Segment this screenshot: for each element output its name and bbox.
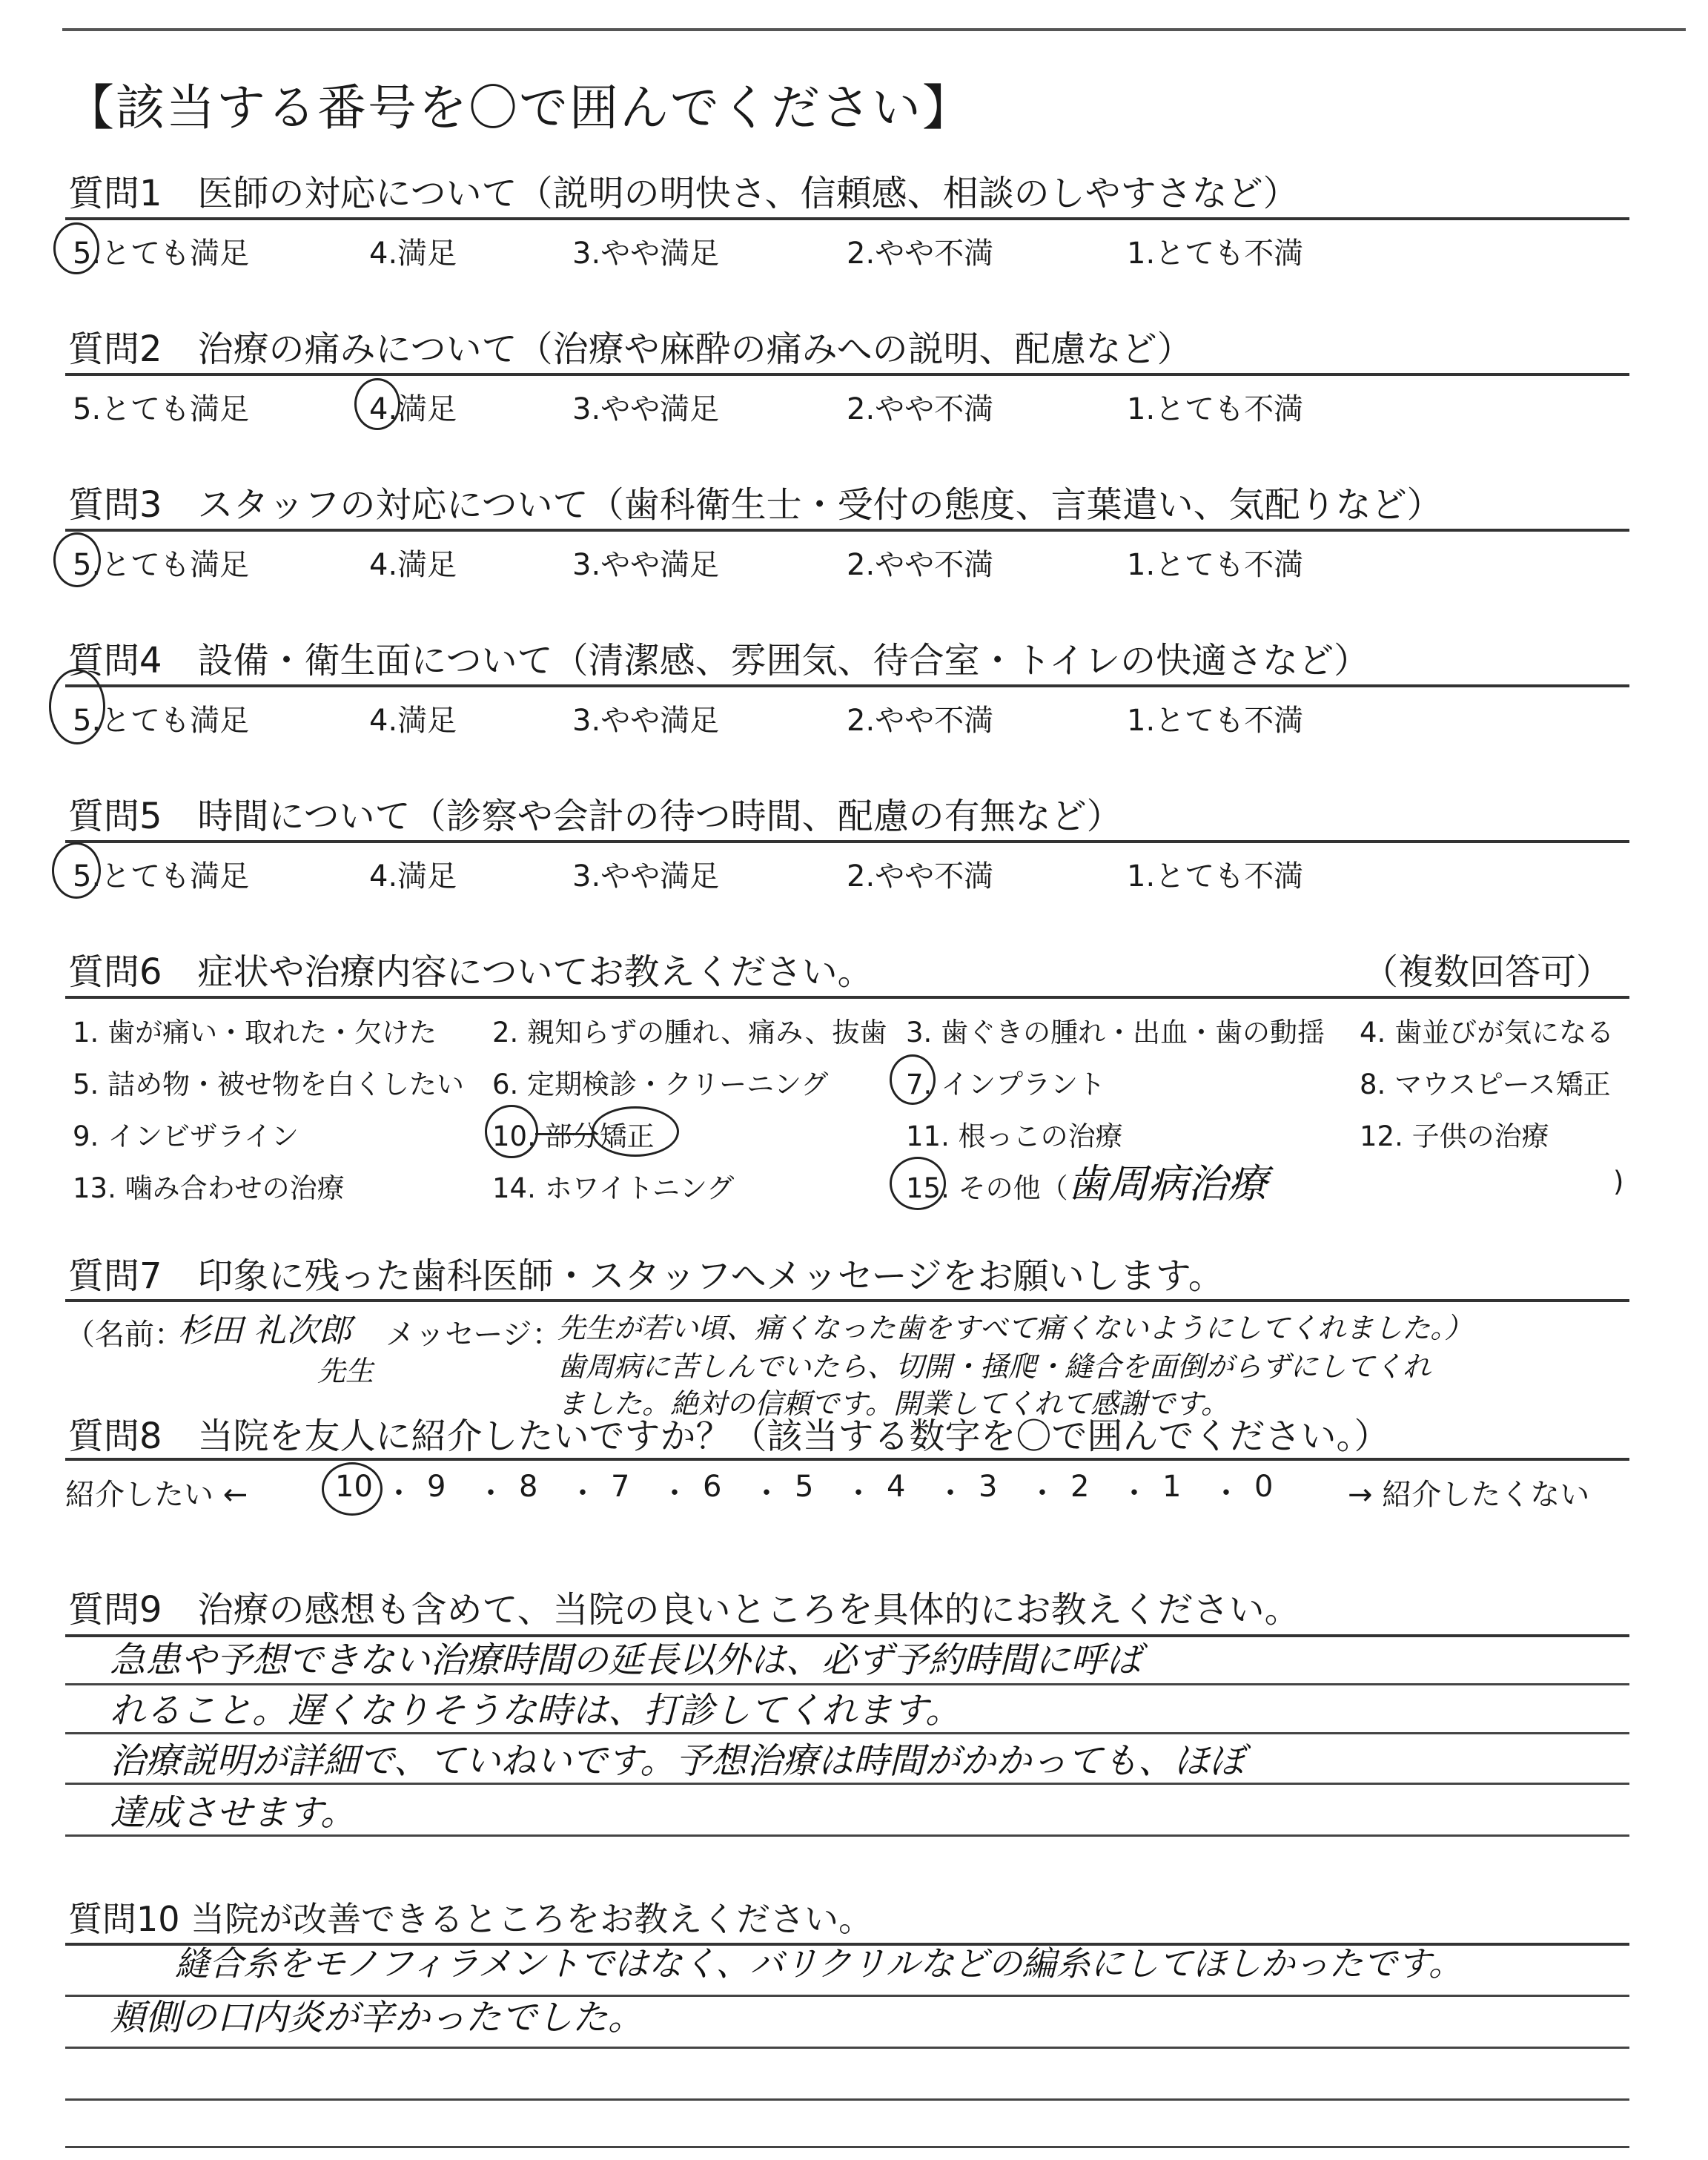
q8-scale-separator: ・ — [936, 1476, 965, 1510]
q8-scale-separator: ・ — [752, 1476, 781, 1510]
q8-scale-value-4[interactable]: 4 — [887, 1470, 906, 1504]
q5-opt-5[interactable]: 5.とても満足 — [73, 859, 250, 894]
q5-opt-4[interactable]: 4.満足 — [369, 859, 457, 894]
q9-line-3[interactable]: 治療説明が詳細で、ていねいです。予想治療は時間がかかっても、ほぼ — [110, 1740, 1245, 1782]
q8-scale-value-10[interactable]: 10 — [335, 1470, 373, 1504]
q2-opt-2[interactable]: 2.やや不満 — [847, 392, 994, 426]
q7-rule — [65, 1299, 1629, 1302]
q8-scale-separator: ・ — [1119, 1476, 1149, 1510]
q10-rule-4 — [65, 2098, 1629, 2101]
q6-item-2[interactable]: 2. 親知らずの腫れ、痛み、抜歯 — [492, 1017, 887, 1048]
q4-opt-4[interactable]: 4.満足 — [369, 704, 457, 738]
q8-scale-separator: ・ — [844, 1476, 873, 1510]
q6-other-answer[interactable]: 歯周病治療 — [1068, 1160, 1268, 1207]
q9-line-2[interactable]: れること。遅くなりそうな時は、打診してくれます。 — [110, 1690, 961, 1731]
q6-note: （複数回答可） — [1363, 951, 1612, 993]
q6-item-7[interactable]: 7. インプラント — [906, 1069, 1106, 1100]
q7-message-line-2[interactable]: 歯周病に苦しんでいたら、切開・掻爬・縫合を面倒がらずにしてくれ — [557, 1350, 1431, 1383]
q8-scale-separator: ・ — [1211, 1476, 1241, 1510]
q8-scale-value-9[interactable]: 9 — [427, 1470, 446, 1504]
q2-opt-4[interactable]: 4.満足 — [369, 392, 457, 426]
q6-item-3[interactable]: 3. 歯ぐきの腫れ・出血・歯の動揺 — [906, 1017, 1325, 1048]
q3-opt-1[interactable]: 1.とても不満 — [1127, 548, 1304, 582]
q2-title: 質問2 治療の痛みについて（治療や麻酔の痛みへの説明、配慮など） — [68, 328, 1193, 370]
q4-opt-3[interactable]: 3.やや満足 — [572, 704, 720, 738]
q6-item-10-circle — [485, 1105, 538, 1158]
q6-rule — [65, 996, 1629, 999]
q8-left-label: 紹介したい ← — [65, 1478, 248, 1512]
q5-selected-circle — [52, 842, 101, 899]
q8-scale-value-1[interactable]: 1 — [1162, 1470, 1182, 1504]
q5-rule — [65, 840, 1629, 843]
q3-opt-5[interactable]: 5.とても満足 — [73, 548, 250, 582]
q8-scale-separator: ・ — [660, 1476, 689, 1510]
q8-right-label: → 紹介したくない — [1348, 1478, 1590, 1512]
q4-title: 質問4 設備・衛生面について（清潔感、雰囲気、待合室・トイレの快適さなど） — [68, 640, 1370, 681]
q6-item-7-circle — [890, 1054, 936, 1105]
q3-opt-2[interactable]: 2.やや不満 — [847, 548, 994, 582]
q8-title: 質問8 当院を友人に紹介したいですか？（該当する数字を〇で囲んでください。） — [68, 1416, 1390, 1457]
q1-title: 質問1 医師の対応について（説明の明快さ、信頼感、相談のしやすさなど） — [68, 173, 1299, 214]
q1-selected-circle — [53, 222, 99, 274]
q8-scale-value-2[interactable]: 2 — [1070, 1470, 1090, 1504]
q3-opt-4[interactable]: 4.満足 — [369, 548, 457, 582]
q6-item-4[interactable]: 4. 歯並びが気になる — [1360, 1017, 1615, 1048]
q3-selected-circle — [53, 532, 101, 587]
q5-opt-3[interactable]: 3.やや満足 — [572, 859, 720, 894]
q6-item-12[interactable]: 12. 子供の治療 — [1360, 1120, 1549, 1152]
q10-line-1[interactable]: 縫合糸をモノフィラメントではなく、バリクリルなどの編糸にしてほしかったです。 — [175, 1943, 1463, 1984]
q9-title: 質問9 治療の感想も含めて、当院の良いところを具体的にお教えください。 — [68, 1589, 1300, 1631]
q6-other-close-paren: ) — [1613, 1166, 1624, 1198]
q6-item-9[interactable]: 9. インビザライン — [73, 1120, 299, 1152]
q6-item-15[interactable]: 15. その他（ — [906, 1172, 1068, 1204]
q6-item-10-word-circle — [592, 1106, 679, 1157]
q7-name-value[interactable]: 杉田 礼次郎 — [178, 1312, 351, 1350]
q8-scale-value-7[interactable]: 7 — [611, 1470, 630, 1504]
q6-item-10-strike — [535, 1133, 595, 1135]
q10-rule-5 — [65, 2146, 1629, 2148]
q4-opt-2[interactable]: 2.やや不満 — [847, 704, 994, 738]
q2-opt-3[interactable]: 3.やや満足 — [572, 392, 720, 426]
q10-title: 質問10 当院が改善できるところをお教えください。 — [68, 1899, 873, 1939]
q6-item-6[interactable]: 6. 定期検診・クリーニング — [492, 1069, 829, 1100]
top-border — [62, 28, 1686, 31]
q6-item-13[interactable]: 13. 噛み合わせの治療 — [73, 1172, 345, 1204]
q5-opt-2[interactable]: 2.やや不満 — [847, 859, 994, 894]
q2-opt-5[interactable]: 5.とても満足 — [73, 392, 250, 426]
q6-item-1[interactable]: 1. 歯が痛い・取れた・欠けた — [73, 1017, 437, 1048]
q8-scale-value-6[interactable]: 6 — [703, 1470, 722, 1504]
q10-line-2[interactable]: 頬側の口内炎が辛かったでした。 — [110, 1997, 644, 2038]
q6-item-14[interactable]: 14. ホワイトニング — [492, 1172, 735, 1204]
q2-selected-circle — [354, 378, 400, 430]
q8-selected-circle — [322, 1462, 383, 1516]
q8-scale-separator: ・ — [568, 1476, 598, 1510]
q1-opt-2[interactable]: 2.やや不満 — [847, 237, 994, 271]
q7-message-label: メッセージ： — [385, 1318, 562, 1352]
q7-title: 質問7 印象に残った歯科医師・スタッフへメッセージをお願いします。 — [68, 1255, 1224, 1297]
q7-name-suffix: 先生 — [317, 1355, 374, 1387]
q4-opt-1[interactable]: 1.とても不満 — [1127, 704, 1304, 738]
q1-opt-1[interactable]: 1.とても不満 — [1127, 237, 1304, 271]
q9-line-4[interactable]: 達成させます。 — [110, 1792, 357, 1834]
q8-scale-value-0[interactable]: 0 — [1254, 1470, 1274, 1504]
q8-scale-separator: ・ — [384, 1476, 414, 1510]
q7-name-label: （名前： — [65, 1318, 184, 1352]
q9-line-1[interactable]: 急患や予想できない治療時間の延長以外は、必ず予約時間に呼ば — [110, 1639, 1142, 1681]
q4-selected-circle — [49, 669, 105, 744]
q8-scale-value-3[interactable]: 3 — [979, 1470, 998, 1504]
q1-rule — [65, 217, 1629, 220]
q8-scale-separator: ・ — [476, 1476, 506, 1510]
q8-scale-value-8[interactable]: 8 — [519, 1470, 538, 1504]
q3-title: 質問3 スタッフの対応について（歯科衛生士・受付の態度、言葉遣い、気配りなど） — [68, 484, 1443, 526]
q8-scale-separator: ・ — [1027, 1476, 1057, 1510]
q4-rule — [65, 684, 1629, 687]
q7-message-line-3[interactable]: ました。絶対の信頼です。開業してくれて感謝です。 — [557, 1387, 1229, 1420]
q8-rule — [65, 1458, 1629, 1461]
q3-rule — [65, 529, 1629, 532]
page-header: 【該当する番号を〇で囲んでください】 — [65, 79, 973, 136]
q6-item-11[interactable]: 11. 根っこの治療 — [906, 1120, 1123, 1152]
q5-title: 質問5 時間について（診察や会計の待つ時間、配慮の有無など） — [68, 796, 1122, 837]
q1-opt-3[interactable]: 3.やや満足 — [572, 237, 720, 271]
q6-title: 質問6 症状や治療内容についてお教えください。 — [68, 951, 873, 993]
q6-item-5[interactable]: 5. 詰め物・被せ物を白くしたい — [73, 1069, 465, 1100]
q2-opt-1[interactable]: 1.とても不満 — [1127, 392, 1304, 426]
q6-item-15-circle — [890, 1157, 946, 1210]
q1-opt-5[interactable]: 5.とても満足 — [73, 237, 250, 271]
q6-item-10[interactable]: 10. 部分矯正 — [492, 1120, 655, 1152]
q4-opt-5[interactable]: 5.とても満足 — [73, 704, 250, 738]
q7-message-line-1[interactable]: 先生が若い頃、痛くなった歯をすべて痛くないようにしてくれました。） — [557, 1312, 1473, 1344]
q6-item-8[interactable]: 8. マウスピース矯正 — [1360, 1069, 1611, 1100]
q5-opt-1[interactable]: 1.とても不満 — [1127, 859, 1304, 894]
q3-opt-3[interactable]: 3.やや満足 — [572, 548, 720, 582]
q1-opt-4[interactable]: 4.満足 — [369, 237, 457, 271]
q8-scale-value-5[interactable]: 5 — [795, 1470, 814, 1504]
q2-rule — [65, 373, 1629, 376]
q10-rule-3 — [65, 2047, 1629, 2049]
